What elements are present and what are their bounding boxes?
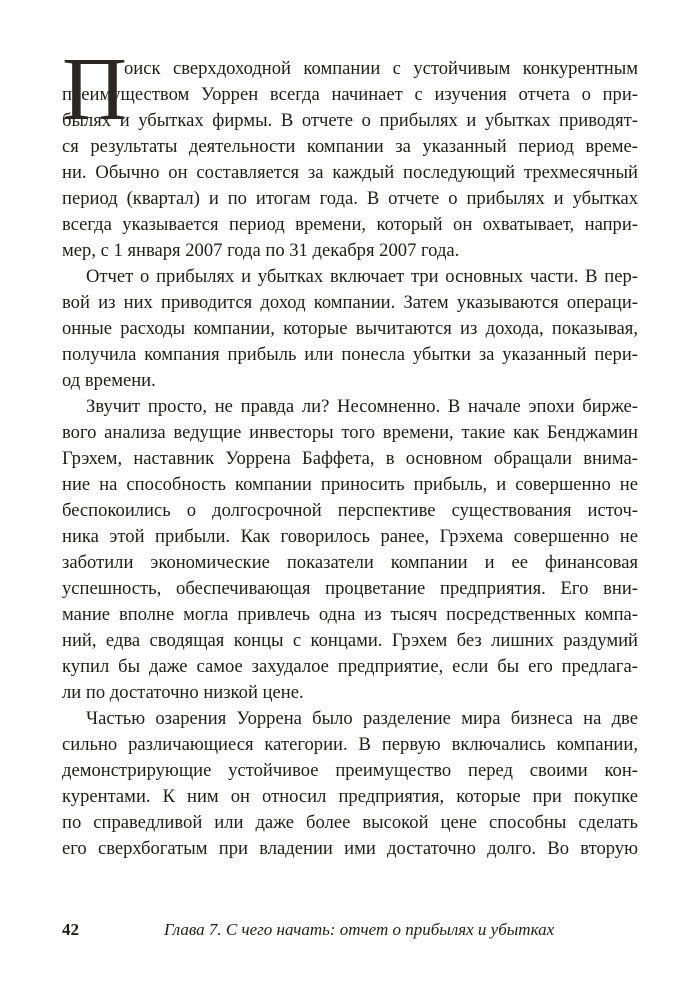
text-line: всегда указывается период времени, который он охватывает, напри- (62, 214, 638, 235)
page-body (62, 40, 638, 862)
text-line: по справедливой или даже более высокой цене способны сделать (62, 812, 638, 833)
text-line: ни. Обычно он составляется за каждый последующий трехмесячный (62, 162, 638, 183)
page-number: 42 (62, 920, 79, 939)
text-line: сильно различающиеся категории. В первую включались компании, (62, 734, 638, 755)
text-line: Звучит просто, не правда ли? Несомненно. В начале эпохи бирже- (86, 396, 638, 417)
text-line: Грэхем, наставник Уоррена Баффета, в основном обращали внима- (62, 448, 638, 469)
text-line: оиск сверхдоходной компании с устойчивым конкурентным (124, 58, 638, 79)
text-line: купил бы даже самое захудалое предприятие, если бы его предлага- (62, 656, 638, 677)
text-line: од времени. (62, 370, 156, 391)
text-line: ние на способность компании приносить прибыль, и совершенно не (62, 474, 638, 495)
page-footer (62, 918, 638, 942)
text-line: ся результаты деятельности компании за указанный период време- (62, 136, 638, 157)
text-line: былях и убытках фирмы. В отчете о прибылях и убытках приводят- (62, 110, 638, 131)
text-line: период (квартал) и по итогам года. В отчете о прибылях и убытках (62, 188, 638, 209)
text-line: преимуществом Уоррен всегда начинает с изучения отчета о при- (62, 84, 638, 105)
text-line: ника этой прибыли. Как говорилось ранее, Грэхема совершенно не (62, 526, 638, 547)
text-line: курентами. К ним он относил предприятия, которые при покупке (62, 786, 638, 807)
text-line: вой из них приводится доход компании. Затем указываются операци- (62, 292, 638, 313)
running-head: Глава 7. С чего начать: отчет о прибылях и убытках (164, 920, 555, 939)
text-line: мер, с 1 января 2007 года по 31 декабря 2007 года. (62, 240, 460, 261)
dropcap-letter: П (62, 40, 127, 139)
text-line: Отчет о прибылях и убытках включает три основных части. В пер- (86, 266, 638, 287)
text-line: успешность, обеспечивающая процветание предприятия. Его вни- (62, 578, 638, 599)
text-line: Частью озарения Уоррена было разделение мира бизнеса на две (86, 708, 638, 729)
text-line: беспокоились о долгосрочной перспективе существования источ- (62, 500, 638, 521)
text-line: получила компания прибыль или понесла убытки за указанный пери- (62, 344, 638, 365)
text-line: онные расходы компании, которые вычитаются из дохода, показывая, (62, 318, 638, 339)
text-line: заботили экономические показатели компании и ее финансовая (62, 552, 638, 573)
text-line: его сверхбогатым при владении ими достаточно долго. Во вторую (62, 838, 638, 859)
text-line: демонстрирующие устойчивое преимущество перед своими кон- (62, 760, 638, 781)
text-line: ли по достаточно низкой цене. (62, 682, 304, 703)
text-line: мание вполне могла привлечь одна из тысяч посредственных компа- (62, 604, 638, 625)
text-line: ний, едва сводящая концы с концами. Грэхем без лишних раздумий (62, 630, 638, 651)
body-text (62, 56, 638, 862)
text-line: вого анализа ведущие инвесторы того времени, такие как Бенджамин (62, 422, 638, 443)
